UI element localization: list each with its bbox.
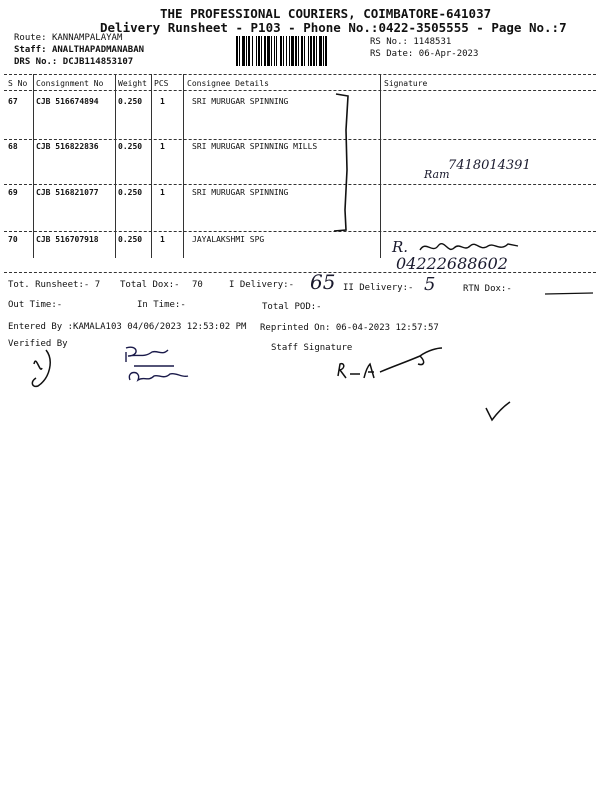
rs-date-label: RS Date:: [370, 49, 414, 59]
staff-signature-label: Staff Signature: [271, 343, 353, 353]
column-header-sno: S No: [8, 79, 28, 88]
handwritten-phone-row70: 04222688602: [396, 254, 508, 273]
rs-no-line: [370, 37, 451, 47]
column-header-weight: Weight: [118, 79, 147, 88]
document-title: THE PROFESSIONAL COURIERS, COIMBATORE-641037: [160, 6, 492, 21]
handwritten-i-delivery: 65: [310, 270, 336, 294]
handwritten-phone-row68: 7418014391: [448, 158, 531, 173]
handwritten-bracket: [330, 90, 360, 240]
row-consignment: CJB 516821077: [36, 188, 99, 197]
row-rule: [4, 184, 596, 185]
row-consignment: CJB 516707918: [36, 235, 99, 244]
rs-no-value: 1148531: [413, 37, 452, 47]
total-pod-label: Total POD:-: [262, 302, 322, 312]
row-sno: 68: [8, 142, 18, 151]
total-dox-value: 70: [192, 280, 203, 290]
reprinted-on: Reprinted On: 06-04-2023 12:57:57: [260, 323, 439, 333]
row-weight: 0.250: [118, 97, 143, 106]
row-sno: 69: [8, 188, 18, 197]
staff-value: ANALTHAPADMANABAN: [51, 45, 145, 55]
rs-no-label: RS No.:: [370, 37, 408, 47]
in-time-label: In Time:-: [137, 300, 186, 310]
row-rule: [4, 139, 596, 140]
row-consignee: SRI MURUGAR SPINNING: [192, 97, 289, 106]
table-header-rule: [4, 90, 596, 91]
row-consignee: SRI MURUGAR SPINNING MILLS: [192, 142, 318, 151]
verified-by-label: Verified By: [8, 339, 68, 349]
barcode: [236, 36, 364, 66]
row-consignee: JAYALAKSHMI SPG: [192, 235, 265, 244]
staff-line: [14, 45, 144, 55]
rs-date-line: [370, 49, 478, 59]
row-pcs: 1: [160, 97, 165, 106]
handwritten-dash: [545, 292, 595, 296]
row-consignee: SRI MURUGAR SPINNING: [192, 188, 289, 197]
staff-signature: [334, 344, 444, 386]
row-pcs: 1: [160, 142, 165, 151]
handwritten-name-row70: R.: [392, 238, 409, 256]
row-weight: 0.250: [118, 142, 143, 151]
row-pcs: 1: [160, 188, 165, 197]
document-subtitle: Delivery Runsheet - P103 - Phone No.:0422-3505555 - Page No.:7: [100, 20, 567, 35]
row-sno: 70: [8, 235, 18, 244]
column-header-consignment: Consignment No: [36, 79, 104, 88]
staff-label: Staff:: [14, 45, 47, 55]
drs-line: [14, 57, 133, 67]
out-time-label: Out Time:-: [8, 300, 63, 310]
entered-by: Entered By :KAMALA103 04/06/2023 12:53:02 PM: [8, 322, 247, 332]
verified-by-signature: [26, 344, 76, 390]
handwritten-ii-delivery: 5: [424, 274, 436, 295]
tot-runsheet: Tot. Runsheet:- 7: [8, 280, 101, 290]
row-weight: 0.250: [118, 235, 143, 244]
i-delivery-label: I Delivery:-: [229, 280, 295, 290]
handwritten-name-row68: Ram: [424, 168, 450, 181]
drs-label: DRS No.:: [14, 57, 58, 67]
row-weight: 0.250: [118, 188, 143, 197]
row-sno: 67: [8, 97, 18, 106]
drs-value: DCJB114853107: [62, 57, 134, 67]
supervisor-signature: [118, 340, 198, 386]
route-label: Route:: [14, 33, 47, 43]
table-top-rule: [4, 74, 596, 75]
route-value: KANNAMPALAYAM: [51, 33, 123, 43]
column-header-pcs: PCS: [154, 79, 169, 88]
row-rule: [4, 231, 596, 232]
row-pcs: 1: [160, 235, 165, 244]
rs-date-value: 06-Apr-2023: [418, 49, 479, 59]
ii-delivery-label: II Delivery:-: [343, 283, 414, 293]
tick-mark: [484, 400, 512, 424]
column-header-consignee: Consignee Details: [187, 79, 269, 88]
row-consignment: CJB 516822836: [36, 142, 99, 151]
row-consignment: CJB 516674894: [36, 97, 99, 106]
column-header-signature: Signature: [384, 79, 428, 88]
total-dox-label: Total Dox:-: [120, 280, 180, 290]
route-line: [14, 33, 122, 43]
rtn-dox-label: RTN Dox:-: [463, 284, 512, 294]
